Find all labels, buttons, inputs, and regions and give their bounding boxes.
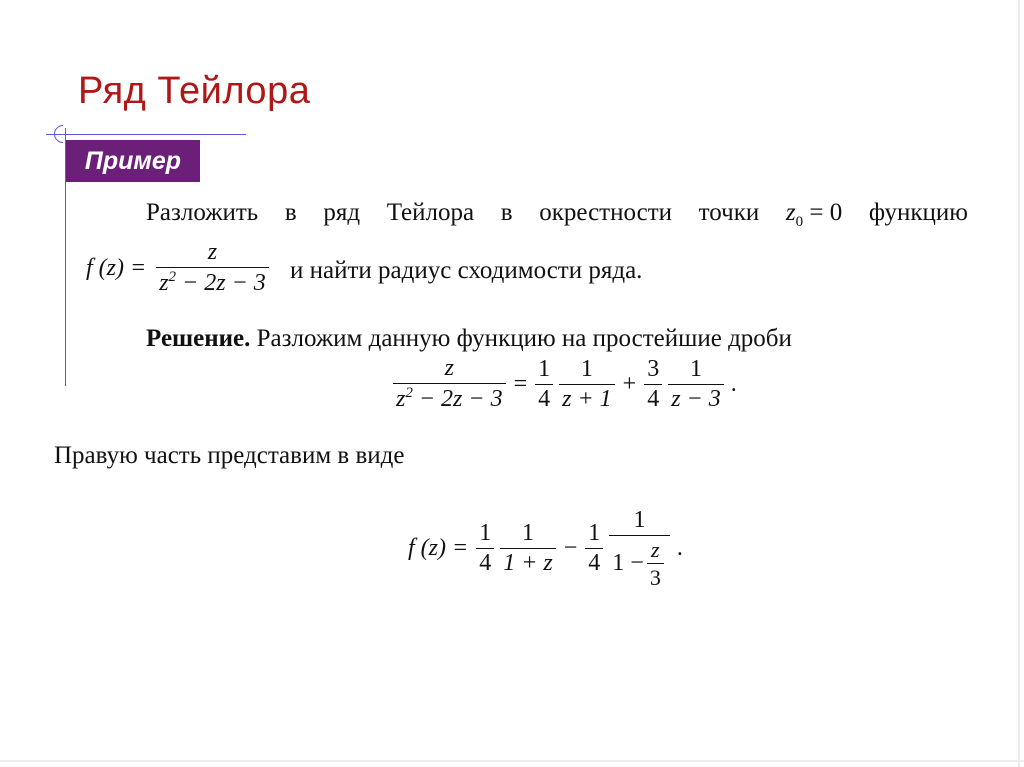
slide-border-bottom (0, 760, 1024, 762)
plus-sign: + (622, 370, 637, 397)
lhs-denominator-rest: − 2z − 3 (412, 386, 503, 413)
task-word: окрестности (539, 199, 673, 226)
solution-label: Решение. (146, 325, 251, 352)
nested-denominator: 3 (647, 563, 664, 589)
z0-subscript: 0 (795, 214, 804, 230)
rewrite-c-denominator: 4 (585, 548, 603, 576)
lhs-numerator: z (444, 355, 454, 381)
rewrite-d-numerator: 1 (633, 507, 646, 533)
function-denominator-power: 2 (168, 269, 177, 286)
task-word: функцию (868, 199, 968, 226)
equation-period: . (730, 370, 737, 397)
task-word: Разложить (146, 199, 259, 226)
rewrite-lhs: f (z) = (408, 535, 469, 562)
coefficient-1-denominator: 4 (535, 384, 553, 412)
rewrite-c-numerator: 1 (588, 520, 601, 546)
rewrite-fraction-c (585, 521, 603, 576)
term-2-denominator: z − 3 (668, 384, 724, 412)
lhs-denominator-base: z (396, 386, 406, 413)
task-word: точки (698, 199, 760, 226)
rewrite-line: Правую часть представим в виде (54, 442, 405, 469)
partial-fractions-equation (390, 356, 737, 412)
function-numerator: z (207, 239, 218, 265)
function-definition (86, 240, 272, 296)
equals-sign: = (513, 370, 528, 397)
lhs-denominator-power: 2 (405, 385, 413, 402)
term-fraction-2 (668, 357, 724, 412)
rewrite-b-denominator: 1 + z (500, 548, 556, 576)
solution-line (146, 326, 792, 351)
function-denominator-rest: − 2z − 3 (176, 270, 266, 297)
coefficient-2-denominator: 4 (644, 384, 662, 412)
function-lhs: f (z) = (86, 254, 147, 281)
rewrite-a-numerator: 1 (479, 520, 492, 546)
rewrite-period: . (676, 535, 683, 562)
task-line-2: и найти радиус сходимости ряда. (290, 257, 643, 284)
decorative-rule-horizontal (46, 134, 246, 135)
rewrite-fraction-d (609, 508, 670, 589)
task-word: в (500, 199, 513, 226)
term-fraction-1 (559, 357, 615, 412)
function-denominator (156, 267, 269, 296)
lhs-fraction (393, 356, 506, 412)
coefficient-2-numerator: 3 (647, 355, 660, 382)
term-1-numerator: 1 (580, 355, 593, 382)
rewrite-fraction-a (476, 521, 494, 576)
term-2-numerator: 1 (689, 355, 702, 382)
task-line-1 (146, 200, 968, 230)
term-1-denominator: z + 1 (559, 384, 615, 412)
function-denominator-base: z (159, 270, 169, 297)
rewrite-b-numerator: 1 (521, 520, 534, 546)
slide-border-right (1018, 0, 1020, 767)
coefficient-1-numerator: 1 (538, 355, 551, 382)
task-word: Тейлора (386, 199, 475, 226)
coefficient-fraction-2 (644, 357, 662, 412)
solution-text: Разложим данную функцию на простейшие дроби (250, 325, 792, 352)
rewrite-d-denominator (609, 535, 670, 589)
rewrite-fraction-b (500, 521, 556, 576)
minus-sign: − (563, 535, 578, 562)
example-badge: Пример (66, 140, 200, 182)
function-fraction (156, 240, 269, 296)
z0-variable: z (785, 199, 796, 226)
task-word: ряд (323, 199, 361, 226)
coefficient-fraction-1 (535, 357, 553, 412)
rewrite-nested-fraction (647, 538, 664, 589)
rewrite-d-denominator-prefix: 1 − (612, 550, 644, 577)
rewrite-a-denominator: 4 (476, 548, 494, 576)
slide-title: Ряд Тейлора (78, 70, 311, 112)
z0-expression (786, 200, 842, 230)
nested-numerator: z (651, 537, 660, 563)
task-word: в (284, 199, 297, 226)
rewrite-equation (408, 508, 683, 589)
z0-equals: = 0 (809, 199, 843, 226)
lhs-denominator (393, 383, 506, 412)
